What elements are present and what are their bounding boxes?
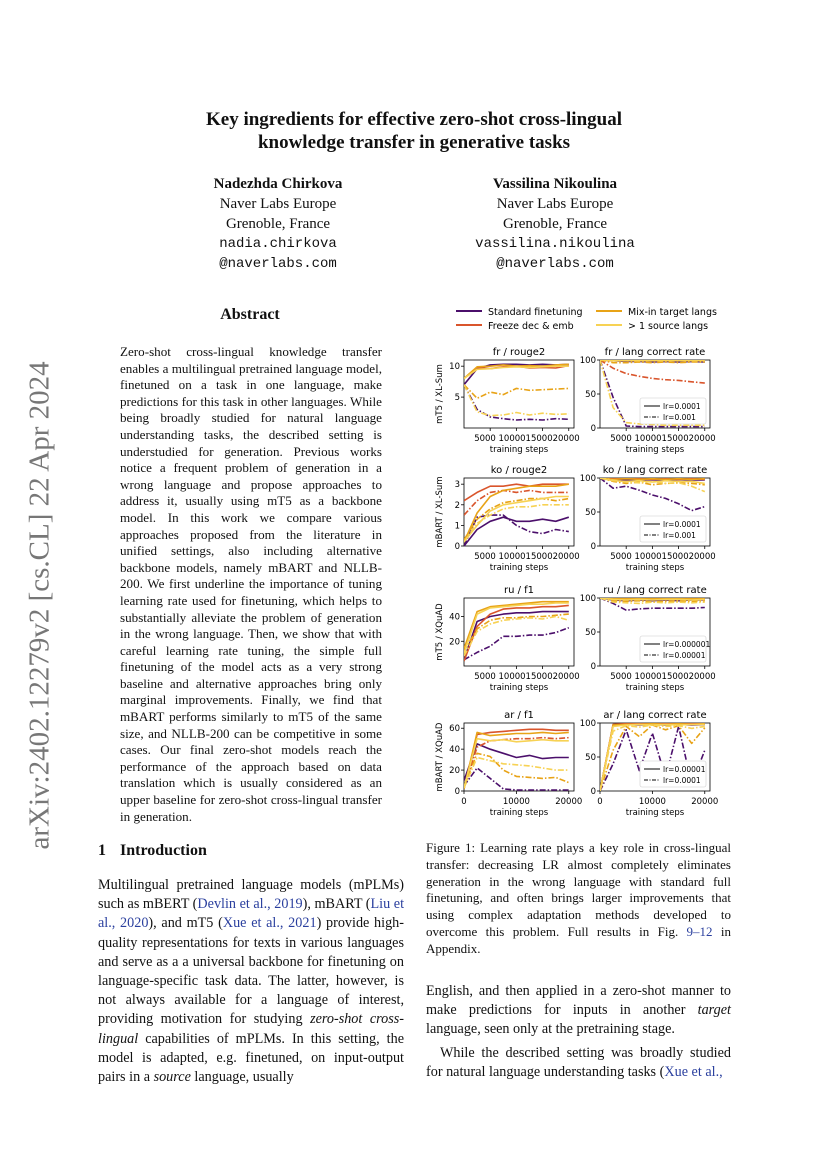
- panel-title: ar / f1: [504, 710, 534, 721]
- caption-text: Figure 1: Learning rate plays a key role in cross-lingual transfer: decreasing LR almost completely eliminates generation in the wrong language with standard full finetuning, and often brings larger improvements that using complex adaptation methods developed to overcome this problem. Full results in Fig.: [426, 840, 731, 939]
- author-name: Vassilina Nikoulina: [492, 176, 618, 192]
- paper-title: [0, 108, 828, 154]
- y-tick-label: 50: [585, 753, 596, 763]
- series-group: [464, 729, 569, 790]
- y-axis-label: mT5 / XQuAD: [435, 603, 445, 661]
- author-name: Nadezhda Chirkova: [213, 176, 343, 192]
- legend-item: [596, 307, 717, 318]
- panel-title: fr / lang correct rate: [604, 347, 706, 358]
- author-email-domain[interactable]: @naverlabs.com: [219, 256, 337, 272]
- y-tick-label: 40: [449, 612, 460, 623]
- lr-legend-label: lr=0.001: [663, 531, 696, 540]
- caption-text: in Appendix.: [426, 923, 731, 956]
- legend-label: Mix-in target langs: [628, 307, 717, 318]
- panel-title: ar / lang correct rate: [603, 710, 707, 721]
- y-tick-label: 10: [449, 362, 460, 373]
- series-line: [464, 602, 569, 649]
- author-1: [186, 174, 370, 274]
- y-axis-label: mBART / XL-Sum: [435, 476, 445, 548]
- legend-item: [456, 321, 574, 332]
- lr-legend-label: lr=0.00001: [663, 651, 706, 660]
- panel-title: fr / rouge2: [492, 347, 546, 358]
- intro-emphasis: zero-shot cross-lingual: [98, 1011, 404, 1047]
- y-tick-label: 100: [579, 594, 596, 604]
- abstract-text: Zero-shot cross-lingual knowledge transfer enables a multilingual pretrained language model, finetuned on a task in one language, make predictions for this task in other languages. While being broadly studied for natural language understanding tasks, the described setting is understudied for generation. Previous works notice a frequent problem of generation in a wrong language and propose approaches to address it, usually using mT5 as a backbone model. In this work we compare various approaches proposed from the literature in unified settings, also including alternative backbone models, namely mBART and NLLB-200. We first underline the importance of tuning learning rate used for finetuning, which helps to substantially alleviate the problem of generation in the wrong language. Then, we show that with careful learning rate tuning, the simple full finetuning of the model acts as a very strong baseline and alternative approaches bring only marginal improvements. Finally, we find that mBART performs similarly to mT5 of the same size, and NLLB-200 can be competitive in some cases. Our final zero-shot models reach the performance of the approach based on data translation which is usually considered as an upper baseline for zero-shot cross-lingual transfer in generation.: [120, 344, 382, 824]
- y-tick-label: 50: [585, 508, 596, 518]
- author-email[interactable]: nadia.chirkova: [219, 236, 337, 252]
- series-line: [464, 385, 569, 399]
- lr-legend: [640, 398, 706, 424]
- y-tick-label: 60: [449, 724, 460, 735]
- x-tick-label: 0: [597, 797, 603, 807]
- intro-emphasis: source: [153, 1069, 191, 1086]
- intro-text: ), and mT5 (: [148, 915, 223, 932]
- y-tick-label: 0: [590, 787, 596, 797]
- paper-title-line-2: knowledge transfer in generative tasks: [257, 132, 571, 153]
- legend-label: Freeze dec & emb: [488, 321, 574, 332]
- figure-caption: [426, 840, 731, 958]
- series-line: [600, 360, 705, 361]
- x-axis-label: training steps: [625, 563, 685, 573]
- x-axis-label: training steps: [625, 445, 685, 455]
- legend-item: [456, 307, 583, 318]
- y-tick-label: 3: [454, 480, 460, 491]
- lr-legend-label: lr=0.000001: [663, 640, 711, 649]
- y-axis-label: mT5 / XL-Sum: [435, 364, 445, 424]
- author-location: Grenoble, France: [502, 216, 608, 232]
- legend-label: > 1 source langs: [628, 321, 709, 332]
- chart-panel: [580, 585, 716, 693]
- body-emphasis: target: [697, 1002, 731, 1019]
- x-tick-labels: 5000 100001500020000: [474, 672, 580, 682]
- y-tick-label: 0: [590, 542, 596, 552]
- figure-1-chart: [420, 298, 740, 828]
- series-line: [464, 768, 569, 790]
- y-tick-label: 2: [454, 500, 460, 511]
- lr-legend-label: lr=0.0001: [663, 776, 701, 785]
- lr-legend-label: lr=0.001: [663, 413, 696, 422]
- chart-panel: [435, 465, 580, 573]
- x-tick-label: 0: [461, 797, 467, 807]
- series-group: [464, 484, 569, 546]
- chart-panel: [435, 347, 580, 455]
- series-line: [464, 497, 569, 542]
- series-group: [600, 478, 705, 511]
- series-group: [464, 602, 569, 661]
- series-group: [464, 364, 569, 420]
- author-2: [452, 174, 658, 274]
- author-location: Grenoble, France: [225, 216, 331, 232]
- citation-link[interactable]: Devlin et al., 2019: [197, 896, 303, 913]
- lr-legend-label: lr=0.0001: [663, 402, 701, 411]
- y-tick-label: 20: [449, 637, 460, 648]
- introduction-text: [98, 876, 404, 1087]
- y-tick-label: 100: [579, 474, 596, 484]
- panel-title: ru / lang correct rate: [603, 585, 707, 596]
- lr-legend: [640, 761, 706, 787]
- chart-panel: [435, 710, 582, 818]
- intro-text: capabilities of mPLMs. In this setting, the model is adapted, e.g. finetuned, on input-output pairs in a: [98, 1030, 404, 1086]
- y-tick-label: 1: [454, 521, 460, 532]
- x-tick-labels: 5000 100001500020000: [474, 434, 580, 444]
- chart-panel: [435, 585, 580, 693]
- citation-link[interactable]: Liu et al., 2020: [98, 896, 405, 932]
- author-email-domain[interactable]: @naverlabs.com: [496, 256, 614, 272]
- abstract-heading: Abstract: [220, 306, 280, 323]
- series-line: [464, 744, 569, 781]
- x-tick-label: 20000: [691, 797, 719, 807]
- series-line: [464, 758, 569, 788]
- y-tick-label: 20: [449, 766, 460, 777]
- series-line: [464, 499, 569, 540]
- y-tick-label: 0: [454, 542, 460, 552]
- series-line: [464, 738, 569, 788]
- paragraph: [426, 1044, 731, 1082]
- paper-title-line-1: Key ingredients for effective zero-shot cross-lingual: [206, 109, 622, 130]
- lr-legend-label: lr=0.0001: [663, 520, 701, 529]
- series-group: [600, 598, 705, 610]
- series-line: [464, 628, 569, 660]
- y-tick-label: 0: [590, 662, 596, 672]
- x-tick-labels: 5000 100001500020000: [610, 672, 716, 682]
- y-tick-label: 100: [579, 356, 596, 366]
- right-column-text: [426, 982, 731, 1082]
- y-tick-label: 5: [454, 393, 460, 404]
- intro-text: ) provide high-quality representations for texts in various languages and serve as a a universal backbone for finetuning on language-specific task data. The latter, however, is not always available for a language of interest, providing motivation for studying: [98, 915, 404, 1028]
- x-axis-label: training steps: [489, 808, 549, 818]
- section-number: 1: [98, 842, 106, 859]
- section-title: Introduction: [120, 842, 207, 859]
- figure-reference-link[interactable]: 9–12: [686, 923, 713, 939]
- x-tick-labels: 5000 100001500020000: [610, 552, 716, 562]
- y-tick-label: 0: [454, 787, 460, 797]
- series-line: [600, 598, 705, 599]
- legend-label: Standard finetuning: [488, 307, 583, 318]
- chart-panel: [580, 347, 716, 455]
- citation-link[interactable]: Xue et al.,: [664, 1063, 723, 1080]
- author-affiliation: Naver Labs Europe: [496, 196, 614, 212]
- paragraph: [426, 982, 731, 1040]
- x-tick-label: 10000: [638, 797, 666, 807]
- legend-item: [596, 321, 708, 332]
- y-axis-label: mBART / XQuAD: [435, 722, 445, 792]
- x-axis-label: training steps: [625, 683, 685, 693]
- x-tick-labels: 5000 100001500020000: [474, 552, 580, 562]
- body-text: While the described setting was broadly studied for natural language understanding tasks (: [426, 1044, 731, 1080]
- section-heading: [98, 842, 207, 860]
- y-tick-label: 50: [585, 390, 596, 400]
- y-tick-label: 100: [579, 719, 596, 729]
- chart-panel: [580, 710, 719, 818]
- arxiv-identifier[interactable]: arXiv:2402.12279v2 [cs.CL] 22 Apr 2024: [23, 361, 56, 850]
- body-text: language, seen only at the pretraining stage.: [426, 1021, 675, 1038]
- panel-title: ko / rouge2: [490, 465, 548, 476]
- lr-legend: [640, 636, 710, 662]
- plot-frame: [464, 360, 574, 428]
- x-tick-labels: 5000 100001500020000: [610, 434, 716, 444]
- series-line: [464, 515, 569, 546]
- y-tick-label: 40: [449, 745, 460, 756]
- author-affiliation: Naver Labs Europe: [219, 196, 337, 212]
- lr-legend-label: lr=0.00001: [663, 765, 706, 774]
- body-text: English, and then applied in a zero-shot manner to make predictions for inputs in another: [426, 983, 731, 1019]
- intro-text: ), mBART (: [302, 896, 371, 913]
- author-email[interactable]: vassilina.nikoulina: [475, 236, 635, 252]
- x-axis-label: training steps: [625, 808, 685, 818]
- intro-text: Multilingual pretrained language models (mPLMs) such as mBERT (: [98, 877, 404, 913]
- intro-text: language, usually: [190, 1069, 294, 1086]
- x-tick-label: 20000: [555, 797, 583, 807]
- panel-title: ru / f1: [503, 585, 535, 596]
- panel-title: ko / lang correct rate: [602, 465, 708, 476]
- y-tick-label: 0: [590, 424, 596, 434]
- citation-link[interactable]: Xue et al., 2021: [222, 915, 317, 932]
- lr-legend: [640, 516, 706, 542]
- x-tick-label: 10000: [502, 797, 530, 807]
- series-line: [464, 739, 569, 788]
- x-axis-label: training steps: [489, 683, 549, 693]
- arxiv-sidebar: [18, 361, 62, 850]
- x-axis-label: training steps: [489, 563, 549, 573]
- x-axis-label: training steps: [489, 445, 549, 455]
- y-tick-label: 50: [585, 628, 596, 638]
- chart-panel: [580, 465, 716, 573]
